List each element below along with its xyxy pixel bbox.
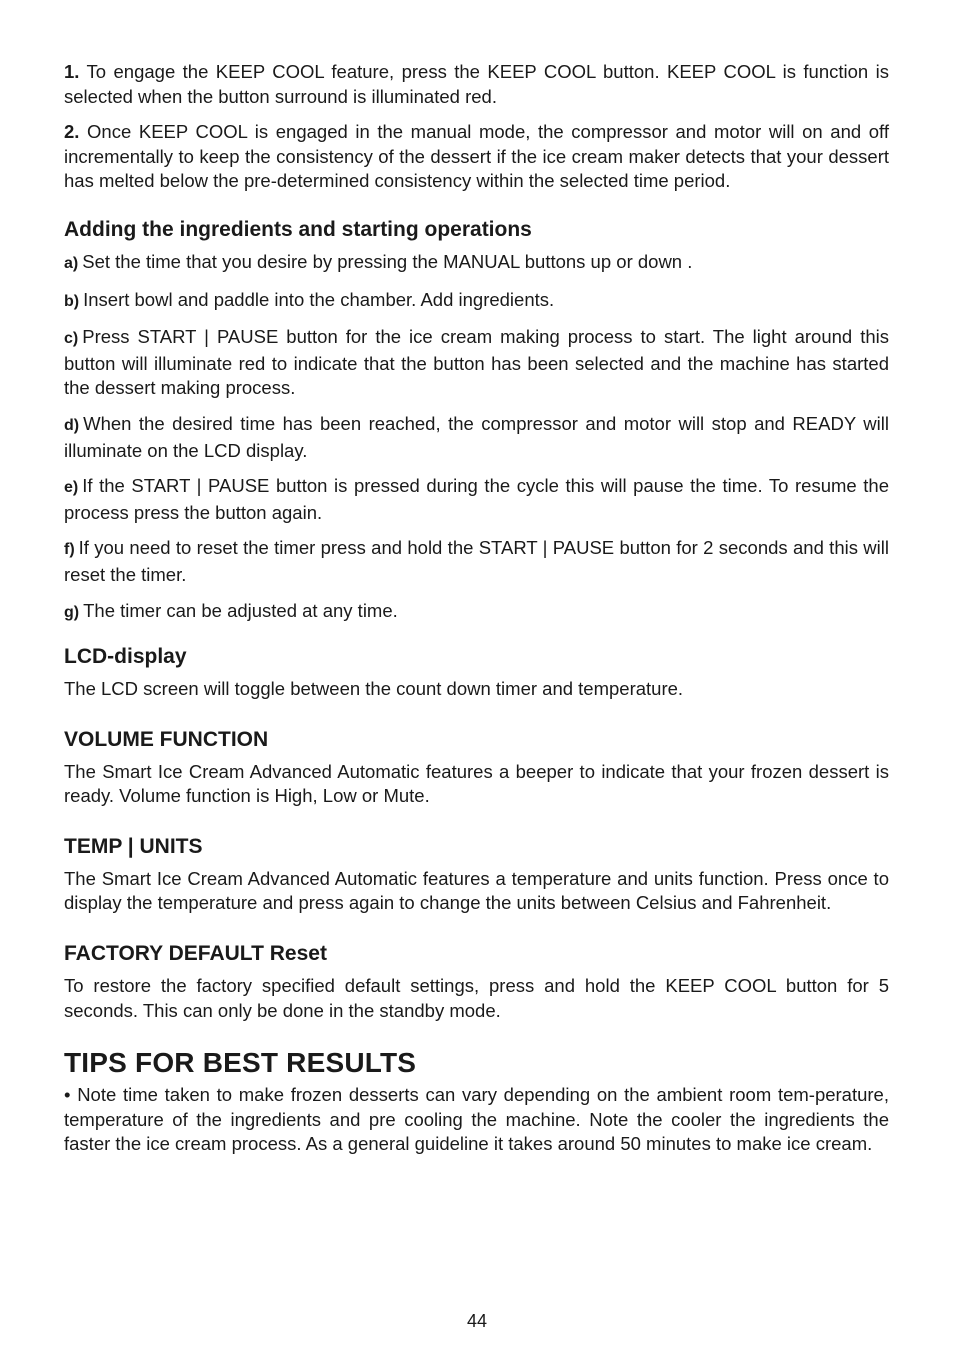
step-label: e) [64, 479, 79, 497]
factory-heading: FACTORY DEFAULT Reset [64, 942, 327, 966]
temp-section [64, 833, 889, 916]
intro-item-number: 1. [64, 61, 80, 82]
tips-section [64, 1045, 889, 1157]
step-label: a) [64, 254, 79, 272]
volume-text: The Smart Ice Cream Advanced Automatic features a beeper to indicate that your frozen dessert is ready. Volume function is High, Low or Mute. [64, 760, 889, 807]
step-c [64, 325, 889, 401]
step-text: The timer can be adjusted at any time. [83, 599, 398, 621]
factory-section [64, 940, 889, 1023]
volume-section [64, 726, 889, 809]
intro-item-1 [64, 60, 889, 109]
lcd-section [64, 643, 889, 702]
temp-heading: TEMP | UNITS [64, 834, 203, 858]
step-a [64, 250, 889, 277]
lcd-heading: LCD-display [64, 645, 187, 669]
intro-item-2 [64, 120, 889, 194]
step-g [64, 599, 889, 626]
step-text: Insert bowl and paddle into the chamber. Add ingredients. [83, 288, 555, 310]
temp-text: The Smart Ice Cream Advanced Automatic features a temperature and units function. Press once to display the temperature and press again to change the units between Celsius and Fahrenheit. [64, 867, 889, 914]
adding-section [64, 216, 889, 625]
step-e [64, 474, 889, 525]
intro-item-text: Once KEEP COOL is engaged in the manual mode, the compressor and motor will on and off incrementally to keep the consistency of the dessert if the ice cream maker detects that your dessert has melted below the pre-determined consistency within the selected time period. [64, 121, 890, 192]
tips-heading: TIPS FOR BEST RESULTS [64, 1047, 417, 1079]
step-label: g) [64, 603, 80, 621]
factory-text: To restore the factory specified default settings, press and hold the KEEP COOL button for 5 seconds. This can only be done in the standby mode. [64, 975, 889, 1021]
step-text: Set the time that you desire by pressing the MANUAL buttons up or down . [82, 250, 693, 272]
step-label: b) [64, 292, 80, 310]
step-text: Press START | PAUSE button for the ice cream making process to start. The light around this button will illuminate red to indicate that the button has been selected and the machine has started the dessert making process. [64, 326, 889, 399]
step-b [64, 288, 889, 315]
step-text: If you need to reset the timer press and hold the START | PAUSE button for 2 seconds and this will reset the timer. [64, 537, 889, 585]
adding-heading: Adding the ingredients and starting operations [64, 217, 532, 241]
step-label: d) [64, 416, 80, 434]
intro-item-number: 2. [64, 121, 80, 143]
step-text: When the desired time has been reached, the compressor and motor will stop and READY will illuminate on the LCD display. [64, 412, 889, 461]
step-label: c) [64, 330, 79, 348]
page-number: 44 [466, 1311, 488, 1331]
step-d [64, 412, 889, 463]
step-label: f) [64, 541, 75, 559]
step-f [64, 536, 889, 587]
tips-text: • Note time taken to make frozen desserts can vary depending on the ambient room tem-perature, temperature of the ingredients and pre cooling the machine. Note the cooler the ingredients the faster the ice cream process. As a general guideline it takes around 50 minutes to make ice cream. [64, 1084, 889, 1155]
intro-item-text: To engage the KEEP COOL feature, press the KEEP COOL button. KEEP COOL is function is selected when the button surround is illuminated red. [64, 61, 889, 107]
page-content [64, 60, 889, 1157]
volume-heading: VOLUME FUNCTION [64, 727, 269, 751]
lcd-text: The LCD screen will toggle between the count down timer and temperature. [64, 678, 684, 700]
step-text: If the START | PAUSE button is pressed during the cycle this will pause the time. To resume the process press the button again. [64, 475, 889, 523]
